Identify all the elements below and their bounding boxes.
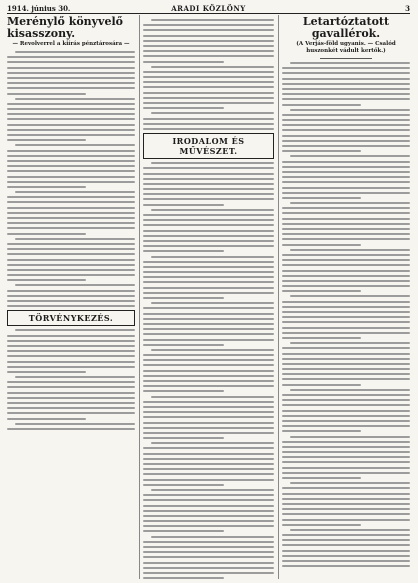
text-line <box>282 150 361 152</box>
article-headline: Merénylő könyvelő kisasszony. <box>7 16 123 40</box>
text-line <box>282 233 410 235</box>
text-line <box>282 270 410 272</box>
text-line <box>282 161 410 163</box>
text-line <box>143 188 274 190</box>
text-line <box>7 335 135 337</box>
text-line <box>143 230 274 232</box>
text-line <box>282 477 361 479</box>
article-deck: (A Verjás-föld ugyanis. — Csalód huszonkét vádult kertők.) <box>296 41 396 54</box>
column-divider <box>278 15 279 579</box>
text-line <box>282 508 410 510</box>
text-line <box>282 228 410 230</box>
text-line <box>7 248 135 250</box>
text-line <box>143 411 274 413</box>
text-line <box>282 306 410 308</box>
text-line <box>15 376 135 378</box>
text-line <box>282 67 410 69</box>
text-line <box>143 307 274 309</box>
text-line <box>282 88 410 90</box>
text-line <box>282 166 410 168</box>
text-line <box>282 425 410 427</box>
column-middle <box>143 16 274 579</box>
text-line <box>7 227 135 229</box>
text-line <box>143 178 274 180</box>
text-line <box>7 274 135 276</box>
text-line <box>282 565 410 567</box>
text-line <box>282 560 410 562</box>
text-line <box>7 366 135 368</box>
text-line <box>282 503 410 505</box>
text-line <box>7 381 135 383</box>
text-line <box>143 364 274 366</box>
text-line <box>7 181 135 183</box>
text-line <box>7 428 135 430</box>
text-line <box>282 472 410 474</box>
text-line <box>282 145 410 147</box>
text-line <box>143 224 274 226</box>
text-line <box>282 430 361 432</box>
text-line <box>143 458 274 460</box>
text-line <box>7 139 86 141</box>
text-line <box>282 223 410 225</box>
text-line <box>7 82 135 84</box>
text-line <box>143 219 274 221</box>
text-line <box>15 51 135 53</box>
text-line <box>7 279 86 281</box>
text-line <box>143 339 274 341</box>
text-line <box>7 243 135 245</box>
text-line <box>15 191 135 193</box>
text-line <box>143 562 274 564</box>
text-line <box>143 463 274 465</box>
text-line <box>282 378 410 380</box>
text-line <box>282 513 410 515</box>
text-line <box>290 109 410 111</box>
article-body <box>143 19 274 130</box>
text-line <box>7 295 135 297</box>
text-line <box>7 386 135 388</box>
text-line <box>290 389 410 391</box>
text-line <box>143 359 274 361</box>
text-line <box>143 313 274 315</box>
text-line <box>7 305 135 307</box>
text-line <box>143 183 274 185</box>
text-line <box>282 456 410 458</box>
page-header <box>7 2 410 13</box>
text-line <box>282 311 410 313</box>
text-line <box>143 375 274 377</box>
text-line <box>282 384 361 386</box>
text-line <box>143 71 274 73</box>
text-line <box>282 181 410 183</box>
text-line <box>143 380 274 382</box>
newspaper-title: ARADI KÖZLÖNY <box>171 4 246 13</box>
text-line <box>143 468 274 470</box>
text-line <box>7 176 135 178</box>
text-line <box>151 396 274 398</box>
text-line <box>282 415 410 417</box>
text-line <box>282 524 361 526</box>
text-line <box>143 198 274 200</box>
text-line <box>7 103 135 105</box>
text-line <box>15 144 135 146</box>
text-line <box>143 55 274 57</box>
text-line <box>143 422 274 424</box>
text-line <box>15 98 135 100</box>
text-line <box>282 98 410 100</box>
text-line <box>151 209 274 211</box>
text-line <box>282 114 410 116</box>
issue-date: 1914. június 30. <box>7 4 71 13</box>
text-line <box>143 45 274 47</box>
text-line <box>282 498 410 500</box>
text-line <box>143 29 274 31</box>
text-line <box>7 259 135 261</box>
text-line <box>143 505 274 507</box>
text-line <box>7 56 135 58</box>
text-line <box>7 160 135 162</box>
text-line <box>282 301 410 303</box>
article-body <box>7 329 135 430</box>
text-line <box>143 530 224 532</box>
page-number: 3 <box>405 4 410 13</box>
text-line <box>143 261 274 263</box>
text-line <box>143 281 274 283</box>
text-line <box>282 363 410 365</box>
text-line <box>7 217 135 219</box>
text-line <box>7 407 135 409</box>
article-headline: Letartóztatott gavallérok. <box>302 16 390 40</box>
text-line <box>143 473 274 475</box>
deck-rule <box>320 58 371 59</box>
text-line <box>282 467 410 469</box>
text-line <box>290 436 410 438</box>
text-line <box>282 119 410 121</box>
text-line <box>282 254 410 256</box>
text-line <box>282 373 410 375</box>
text-line <box>15 329 135 331</box>
text-line <box>7 300 135 302</box>
text-line <box>7 201 135 203</box>
text-line <box>143 525 274 527</box>
text-line <box>143 276 274 278</box>
text-line <box>7 397 135 399</box>
text-line <box>282 327 410 329</box>
text-line <box>143 567 274 569</box>
text-line <box>282 446 410 448</box>
text-line <box>143 447 274 449</box>
text-line <box>143 401 274 403</box>
text-line <box>7 350 135 352</box>
text-line <box>282 368 410 370</box>
text-line <box>151 349 274 351</box>
text-line <box>143 86 274 88</box>
text-line <box>282 555 410 557</box>
text-line <box>7 155 135 157</box>
text-line <box>143 128 274 130</box>
text-line <box>143 556 274 558</box>
text-line <box>282 441 410 443</box>
text-line <box>143 102 274 104</box>
text-line <box>282 290 361 292</box>
text-line <box>143 266 274 268</box>
text-line <box>143 287 274 289</box>
text-line <box>143 97 274 99</box>
text-line <box>290 295 410 297</box>
text-line <box>143 510 274 512</box>
text-line <box>143 61 224 63</box>
text-line <box>143 572 274 574</box>
text-line <box>282 353 410 355</box>
text-line <box>143 123 274 125</box>
text-line <box>282 316 410 318</box>
text-line <box>143 318 274 320</box>
text-line <box>282 550 410 552</box>
text-line <box>282 192 410 194</box>
text-line <box>282 337 361 339</box>
text-line <box>282 280 410 282</box>
text-line <box>7 392 135 394</box>
article-body <box>7 51 135 307</box>
text-line <box>143 240 274 242</box>
text-line <box>7 93 86 95</box>
text-line <box>7 371 86 373</box>
text-line <box>143 354 274 356</box>
text-line <box>7 345 135 347</box>
text-line <box>143 577 224 579</box>
text-line <box>282 135 410 137</box>
text-line <box>143 323 274 325</box>
text-line <box>7 412 135 414</box>
text-line <box>282 264 410 266</box>
text-line <box>143 499 274 501</box>
text-line <box>143 333 274 335</box>
text-line <box>143 479 274 481</box>
text-line <box>7 129 135 131</box>
text-line <box>282 197 361 199</box>
text-line <box>282 238 410 240</box>
text-line <box>282 124 410 126</box>
text-line <box>7 170 135 172</box>
text-line <box>143 76 274 78</box>
text-line <box>15 423 135 425</box>
text-line <box>143 92 274 94</box>
article-deck: — Revolverrel a kiírás pénztárosára — <box>12 41 130 47</box>
column-divider <box>139 15 140 579</box>
text-line <box>143 344 224 346</box>
text-line <box>282 519 410 521</box>
text-line <box>151 66 274 68</box>
section-heading: TÖRVÉNYKEZÉS. <box>7 310 135 326</box>
text-line <box>282 285 410 287</box>
text-line <box>151 302 274 304</box>
text-line <box>143 546 274 548</box>
text-line <box>7 340 135 342</box>
text-line <box>143 81 274 83</box>
text-line <box>282 171 410 173</box>
text-line <box>15 284 135 286</box>
text-line <box>282 244 361 246</box>
text-line <box>7 264 135 266</box>
text-line <box>7 233 86 235</box>
text-line <box>15 238 135 240</box>
text-line <box>282 104 361 106</box>
text-line <box>143 292 274 294</box>
text-line <box>282 493 410 495</box>
text-line <box>143 406 274 408</box>
text-line <box>282 399 410 401</box>
text-line <box>143 385 274 387</box>
text-line <box>282 129 410 131</box>
text-line <box>7 108 135 110</box>
text-line <box>282 487 410 489</box>
text-line <box>143 204 224 206</box>
article-body <box>282 62 410 567</box>
text-line <box>143 484 224 486</box>
text-line <box>143 235 274 237</box>
column-right <box>282 16 410 579</box>
text-line <box>7 113 135 115</box>
text-line <box>7 118 135 120</box>
text-line <box>282 207 410 209</box>
text-line <box>282 218 410 220</box>
text-line <box>282 259 410 261</box>
text-line <box>290 62 410 64</box>
text-line <box>282 410 410 412</box>
text-line <box>143 40 274 42</box>
text-line <box>282 187 410 189</box>
text-line <box>290 342 410 344</box>
text-line <box>7 253 135 255</box>
header-rule <box>7 13 410 14</box>
text-line <box>143 24 274 26</box>
text-line <box>7 165 135 167</box>
text-line <box>143 107 224 109</box>
text-line <box>143 118 274 120</box>
text-line <box>151 19 274 21</box>
text-line <box>282 332 410 334</box>
text-line <box>151 489 274 491</box>
text-line <box>151 256 274 258</box>
text-line <box>143 541 274 543</box>
text-line <box>282 212 410 214</box>
text-line <box>282 420 410 422</box>
text-line <box>7 61 135 63</box>
text-line <box>143 250 224 252</box>
text-line <box>7 402 135 404</box>
text-line <box>143 173 274 175</box>
article-body <box>143 162 274 579</box>
text-line <box>7 222 135 224</box>
text-line <box>143 193 274 195</box>
text-line <box>143 271 274 273</box>
text-line <box>7 87 135 89</box>
text-line <box>282 176 410 178</box>
text-line <box>282 275 410 277</box>
section-heading: IRODALOM ÉS MŰVÉSZET. <box>143 133 274 159</box>
text-line <box>7 196 135 198</box>
text-line <box>282 461 410 463</box>
text-line <box>282 83 410 85</box>
text-line <box>143 167 274 169</box>
text-line <box>7 124 135 126</box>
text-line <box>143 390 224 392</box>
text-line <box>143 35 274 37</box>
text-line <box>143 427 274 429</box>
text-line <box>282 78 410 80</box>
text-line <box>143 328 274 330</box>
text-line <box>143 437 224 439</box>
text-line <box>7 355 135 357</box>
text-line <box>143 494 274 496</box>
text-line <box>282 544 410 546</box>
text-line <box>151 442 274 444</box>
text-line <box>290 482 410 484</box>
text-line <box>282 358 410 360</box>
text-line <box>282 321 410 323</box>
text-line <box>282 534 410 536</box>
text-line <box>282 394 410 396</box>
text-line <box>7 207 135 209</box>
text-line <box>143 515 274 517</box>
text-line <box>7 290 135 292</box>
text-line <box>143 245 274 247</box>
text-line <box>7 134 135 136</box>
text-line <box>7 150 135 152</box>
text-line <box>143 453 274 455</box>
text-line <box>290 202 410 204</box>
text-line <box>282 404 410 406</box>
text-line <box>143 214 274 216</box>
text-line <box>143 297 224 299</box>
column-left <box>7 16 135 579</box>
text-line <box>7 418 86 420</box>
text-line <box>282 72 410 74</box>
text-line <box>143 370 274 372</box>
text-line <box>7 72 135 74</box>
text-line <box>282 93 410 95</box>
text-line <box>282 347 410 349</box>
text-line <box>143 416 274 418</box>
text-line <box>290 249 410 251</box>
text-line <box>282 451 410 453</box>
text-line <box>290 529 410 531</box>
text-line <box>7 269 135 271</box>
text-line <box>7 186 86 188</box>
text-line <box>290 155 410 157</box>
text-line <box>143 520 274 522</box>
text-line <box>143 432 274 434</box>
text-line <box>282 539 410 541</box>
text-line <box>282 140 410 142</box>
text-line <box>151 112 274 114</box>
text-line <box>143 551 274 553</box>
text-line <box>7 77 135 79</box>
text-line <box>143 50 274 52</box>
text-line <box>7 212 135 214</box>
text-line <box>151 536 274 538</box>
text-line <box>7 361 135 363</box>
text-line <box>7 67 135 69</box>
text-line <box>151 162 274 164</box>
